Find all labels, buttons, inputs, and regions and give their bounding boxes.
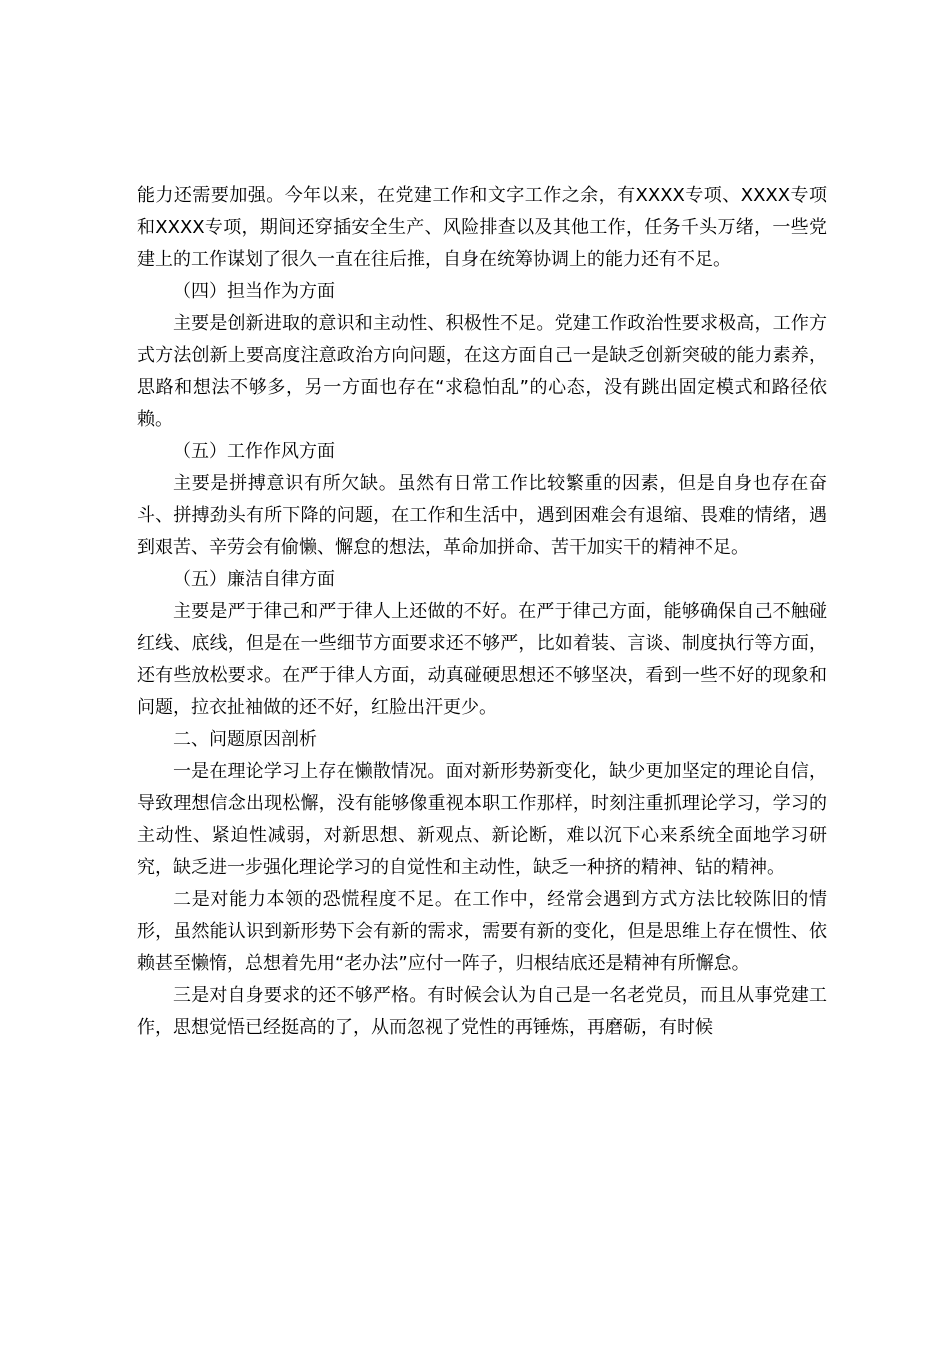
paragraph: 主要是创新进取的意识和主动性、积极性不足。党建工作政治性要求极高，工作方式方法创新上要高度注意政治方向问题，在这方面自己一是缺乏创新突破的能力素养，思路和想法不够多，另一方面也存在“求稳怕乱”的心态，没有跳出固定模式和路径依赖。 — [137, 313, 827, 430]
paragraph: 主要是严于律己和严于律人上还做的不好。在严于律己方面，能够确保自己不触碰红线、底线，但是在一些细节方面要求还不够严，比如着装、言谈、制度执行等方面，还有些放松要求。在严于律人方面，动真碰硬思想还不够坚决，看到一些不好的现象和问题，拉衣扯袖做的还不好，红脸出汗更少。 — [137, 601, 827, 718]
section-heading-integrity: （五）廉洁自律方面 — [173, 569, 335, 590]
paragraph: 三是对自身要求的还不够严格。有时候会认为自己是一名老党员，而且从事党建工作，思想觉悟已经挺高的了，从而忽视了党性的再锤炼，再磨砺，有时候 — [137, 985, 827, 1038]
paragraph: 一是在理论学习上存在懒散情况。面对新形势新变化，缺少更加坚定的理论自信，导致理想信念出现松懈，没有能够像重视本职工作那样，时刻注重抓理论学习，学习的主动性、紧迫性减弱，对新思想、新观点、新论断，难以沉下心来系统全面地学习研究，缺乏进一步强化理论学习的自觉性和主动性，缺乏一种挤的精神、钻的精神。 — [137, 761, 827, 878]
paragraph: 主要是拼搏意识有所欠缺。虽然有日常工作比较繁重的因素，但是自身也存在奋斗、拼搏劲头有所下降的问题，在工作和生活中，遇到困难会有退缩、畏难的情绪，遇到艰苦、辛劳会有偷懒、懈怠的想法，革命加拼命、苦干加实干的精神不足。 — [137, 473, 827, 558]
paragraph-continuation: 能力还需要加强。今年以来，在党建工作和文字工作之余，有XXXX专项、XXXX专项和XXXX专项，期间还穿插安全生产、风险排查以及其他工作，任务千头万绪，一些党建上的工作谋划了很久一直在往后推，自身在统筹协调上的能力还有不足。 — [137, 185, 827, 270]
section-heading-responsibility: （四）担当作为方面 — [173, 281, 335, 302]
section-heading-cause-analysis: 二、问题原因剖析 — [173, 729, 317, 750]
paragraph: 二是对能力本领的恐慌程度不足。在工作中，经常会遇到方式方法比较陈旧的情形，虽然能认识到新形势下会有新的需求，需要有新的变化，但是思维上存在惯性、依赖甚至懒惰，总想着先用“老办法”应付一阵子，归根结底还是精神有所懈怠。 — [137, 889, 827, 974]
section-heading-work-style: （五）工作作风方面 — [173, 441, 335, 462]
document-body — [137, 180, 827, 1044]
